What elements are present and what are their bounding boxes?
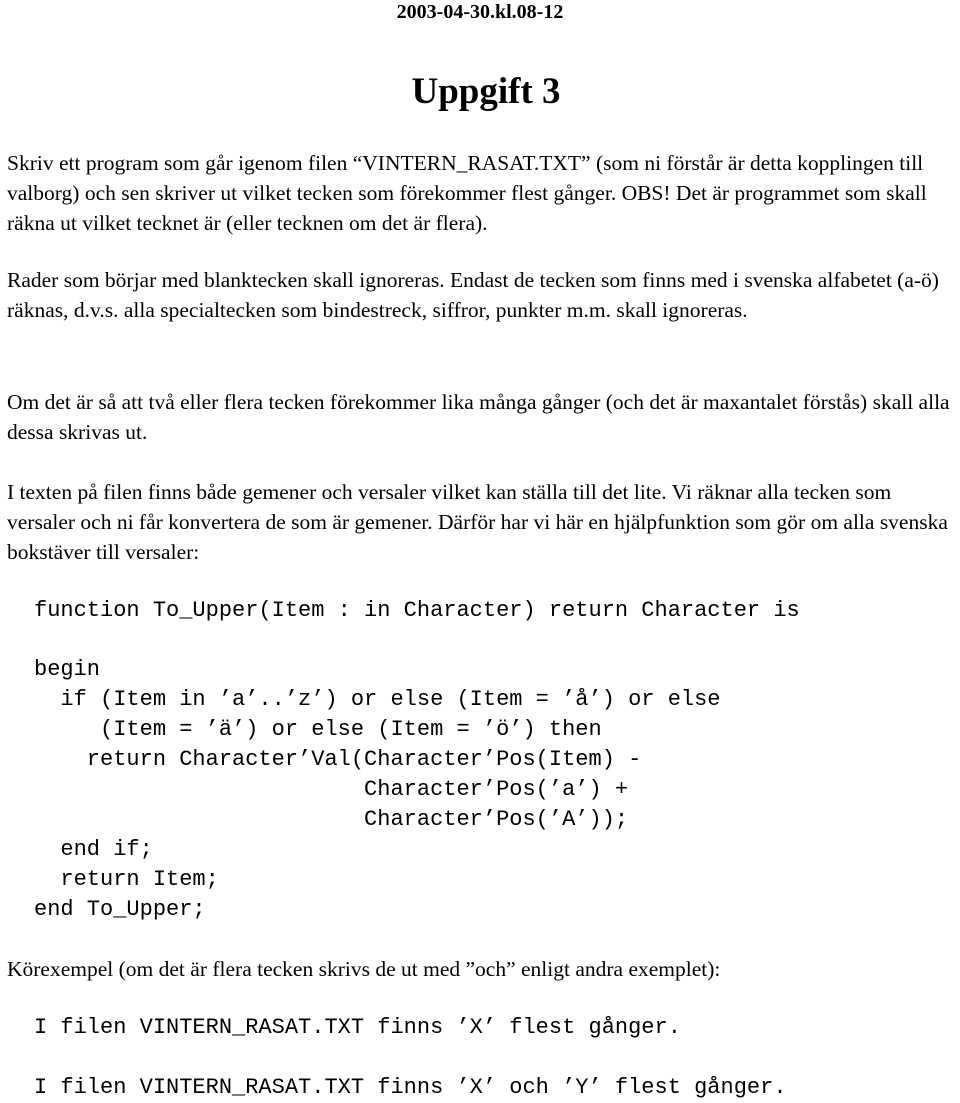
code-signature: function To_Upper(Item : in Character) return Character is: [34, 598, 800, 623]
page-title: Uppgift 3: [411, 71, 561, 112]
case-paragraph: I texten på filen finns både gemener och versaler vilket kan ställa till det lite. Vi räknar alla tecken som versaler och ni får konvertera de som är gemener. Därför har vi här en hjälpfunktion som gör om alla svenska bokstäver till versaler:: [7, 480, 948, 564]
example-output-multiple: I filen VINTERN_RASAT.TXT finns ’X’ och ’Y’ flest gånger.: [34, 1075, 787, 1100]
code-body: begin if (Item in ’a’..’z’) or else (Item = ’å’) or else (Item = ’ä’) or else (Item = ’ö’) then return Character’Val(Character’Pos(Item) - Character’Pos(’a’) + Character’Pos(’A’)); end if; return Item; end To_Upper;: [34, 657, 721, 922]
rules-paragraph: Rader som börjar med blanktecken skall ignoreras. Endast de tecken som finns med i svenska alfabetet (a-ö) räknas, d.v.s. alla specialtecken som bindestreck, siffror, punkter m.m. skall ignoreras.: [7, 268, 939, 322]
example-output-single: I filen VINTERN_RASAT.TXT finns ’X’ flest gånger.: [34, 1015, 681, 1040]
intro-paragraph: Skriv ett program som går igenom filen “VINTERN_RASAT.TXT” (som ni förstår är detta kopplingen till valborg) och sen skriver ut vilket tecken som förekommer flest gånger. OBS! Det är programmet som skall räkna ut vilket tecknet är (eller tecknen om det är flera).: [7, 151, 927, 235]
header-date: 2003-04-30.kl.08-12: [396, 1, 564, 23]
example-intro-paragraph: Körexempel (om det är flera tecken skrivs de ut med ”och” enligt andra exemplet):: [7, 957, 721, 981]
ties-paragraph: Om det är så att två eller flera tecken förekommer lika många gånger (och det är maxantalet förstås) skall alla dessa skrivas ut.: [7, 390, 950, 444]
